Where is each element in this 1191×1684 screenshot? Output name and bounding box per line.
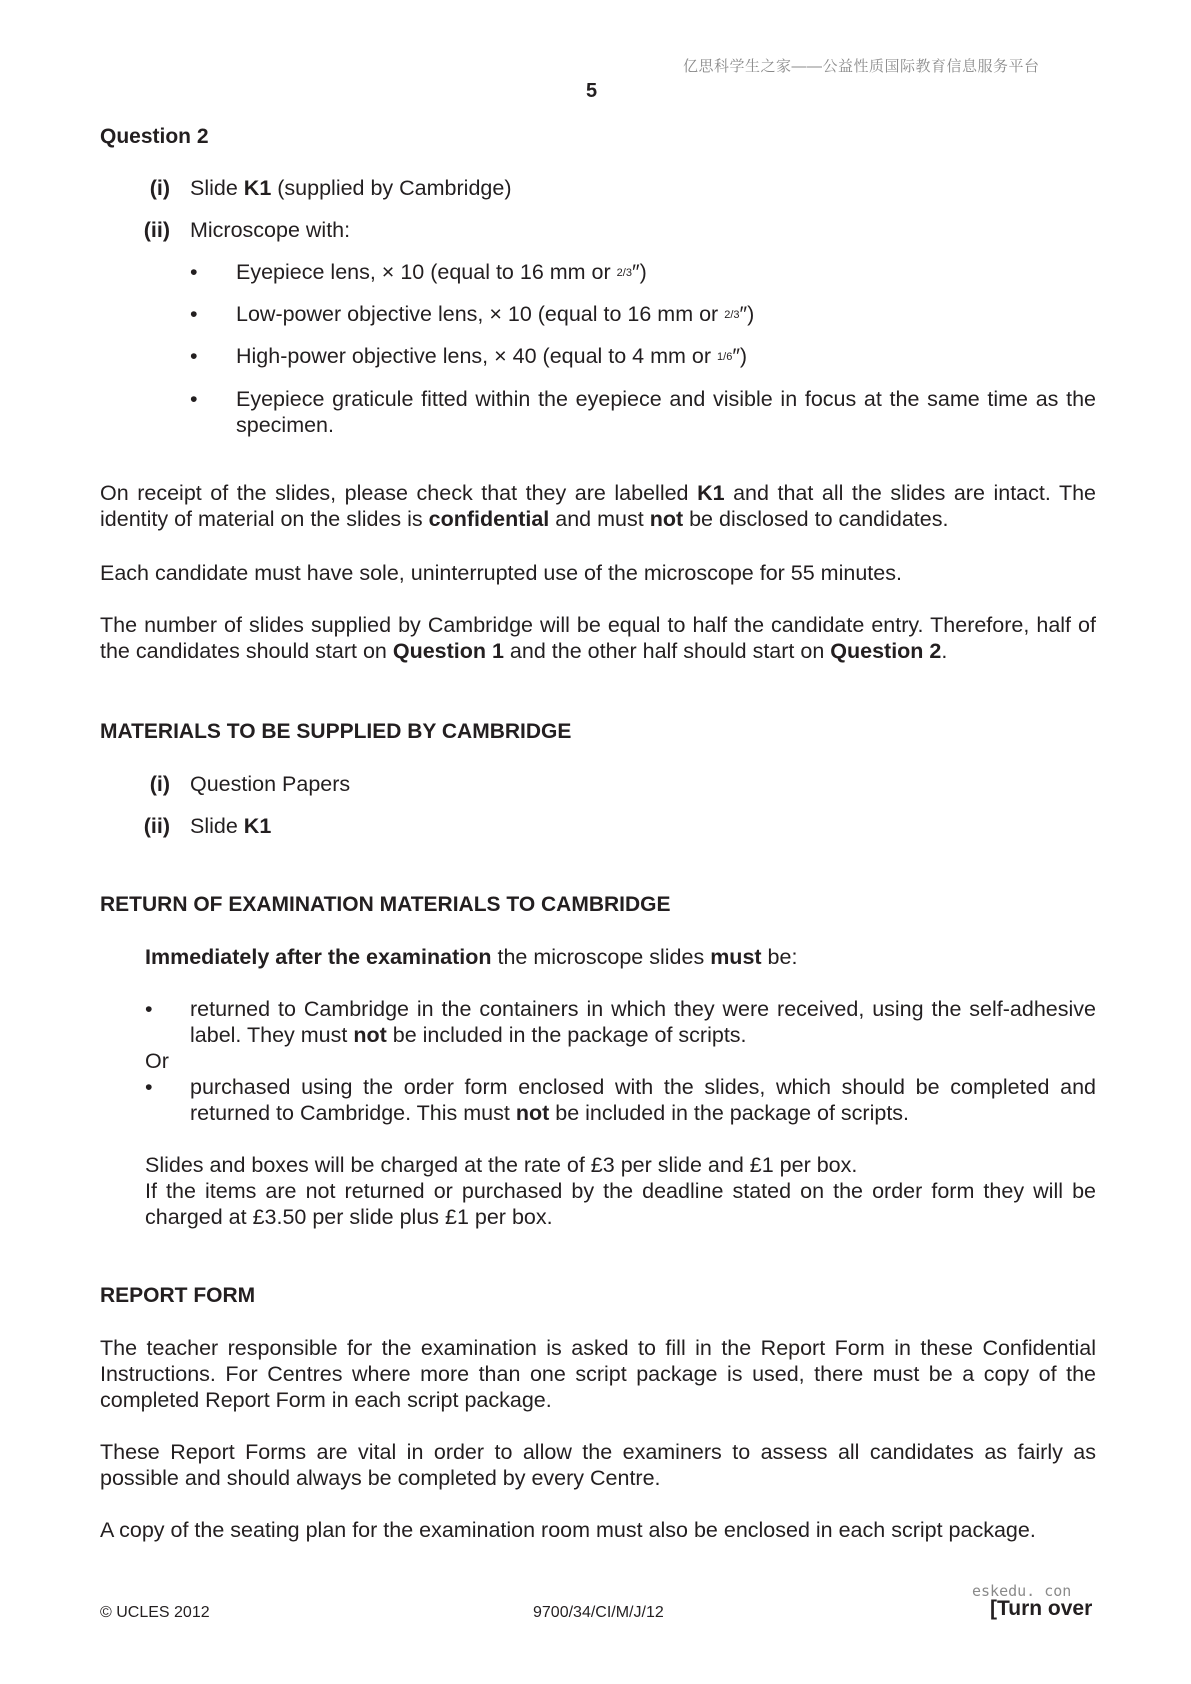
paragraph-number-of-slides: The number of slides supplied by Cambridge will be equal to half the candidate entry. Therefore, half of the candidates should start on Question 1 and the other half should start on Question 2. [100,613,1096,663]
item-number: (i) [149,772,170,796]
copyright: © UCLES 2012 [100,1604,210,1621]
report-heading: REPORT FORM [100,1284,256,1307]
bullet-low-power-lens: Low-power objective lens, × 10 (equal to 16 mm or 2/3″) [236,302,755,326]
item-slide-k1: Slide K1 (supplied by Cambridge) [190,176,512,200]
charge-line-1: Slides and boxes will be charged at the rate of £3 per slide and £1 per box. [145,1153,858,1177]
return-heading: RETURN OF EXAMINATION MATERIALS TO CAMBRIDGE [100,893,671,916]
bullet-eyepiece-lens: Eyepiece lens, × 10 (equal to 16 mm or 2/3″) [236,260,647,284]
bullet: • [190,302,198,326]
bullet: • [190,387,198,411]
bullet-return: returned to Cambridge in the containers in which they were received, using the self-adhesive label. They must not be included in the package of scripts. [190,997,1096,1047]
bullet: • [145,1075,153,1099]
or-label: Or [145,1049,169,1073]
turn-over: [Turn over [990,1597,1093,1620]
materials-heading: MATERIALS TO BE SUPPLIED BY CAMBRIDGE [100,720,572,743]
charge-line-2: If the items are not returned or purchased by the deadline stated on the order form they will be charged at £3.50 per slide plus £1 per box. [145,1179,1096,1229]
report-paragraph-3: A copy of the seating plan for the examination room must also be enclosed in each script package. [100,1518,1036,1542]
charge-text [145,1152,1096,1230]
paragraph-receipt: On receipt of the slides, please check that they are labelled K1 and that all the slides are intact. The identity of material on the slides is confidential and must not be disclosed to candidates. [100,481,1097,531]
report-paragraph-1: The teacher responsible for the examination is asked to fill in the Report Form in these Confidential Instructions. For Centres where more than one script package is used, there must be a copy of the completed Report Form in each script package. [100,1336,1096,1412]
page-number: 5 [586,80,598,102]
bullet: • [190,344,198,368]
paragraph-sole-use: Each candidate must have sole, uninterrupted use of the microscope for 55 minutes. [100,561,902,585]
bullet-purchase: purchased using the order form enclosed with the slides, which should be completed and returned to Cambridge. This must not be included in the package of scripts. [190,1075,1096,1125]
question-2-heading: Question 2 [100,125,209,148]
bullet-graticule: Eyepiece graticule fitted within the eyepiece and visible in focus at the same time as the specimen. [236,387,1096,437]
return-intro: Immediately after the examination the microscope slides must be: [145,945,798,969]
item-number: (i) [149,176,170,200]
watermark: 亿思科学生之家——公益性质国际教育信息服务平台 [683,58,1040,75]
item-number: (ii) [143,218,170,242]
bullet: • [190,260,198,284]
paper-code: 9700/34/CI/M/J/12 [533,1604,664,1621]
bullet-high-power-lens: High-power objective lens, × 40 (equal to 4 mm or 1/6″) [236,344,748,368]
report-paragraph-2: These Report Forms are vital in order to allow the examiners to assess all candidates as fairly as possible and should always be completed by every Centre. [100,1440,1096,1490]
item-microscope: Microscope with: [190,218,351,242]
eskedu-watermark: eskedu. con [972,1582,1072,1600]
item-number: (ii) [143,814,170,838]
item-slide-k1: Slide K1 [190,814,272,838]
bullet: • [145,997,153,1021]
item-question-papers: Question Papers [190,772,351,796]
